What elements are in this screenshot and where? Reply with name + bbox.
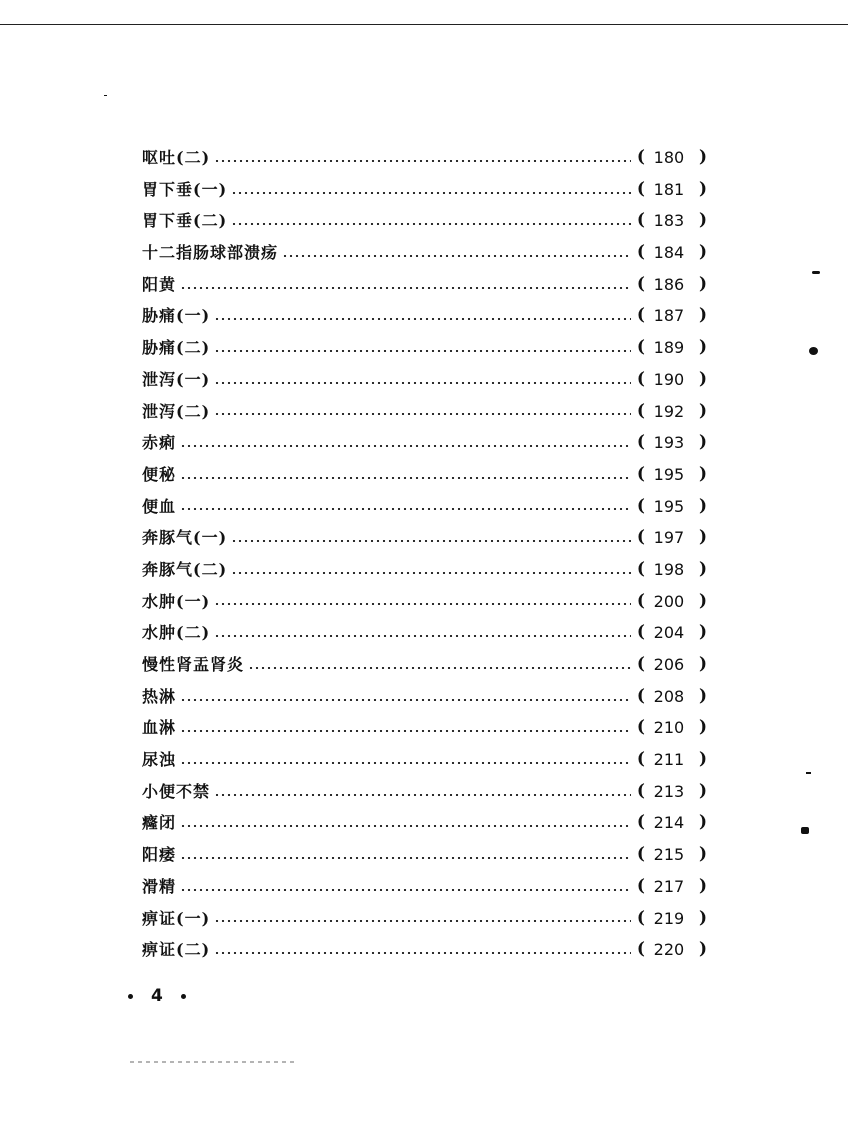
toc-entry-title: 泄泻(一)	[142, 369, 211, 389]
dot-leader	[214, 635, 631, 637]
page-paren-open: (	[636, 495, 645, 516]
toc-entry-page: 195	[653, 496, 685, 516]
page-paren-close: )	[698, 305, 707, 326]
toc-entry-title: 尿浊	[142, 750, 177, 770]
toc-entry	[142, 712, 707, 744]
page-paren-open: (	[636, 305, 645, 326]
toc-entry	[142, 554, 707, 586]
page-paren-open: (	[636, 875, 645, 896]
toc-entry-title: 胁痛(一)	[142, 306, 211, 326]
toc-entry-page: 200	[653, 591, 685, 611]
toc-entry	[142, 142, 707, 174]
page-paren-open: (	[636, 622, 645, 643]
toc-entry-title: 痹证(二)	[142, 940, 211, 960]
page-paren-close: )	[698, 685, 707, 706]
page-paren-close: )	[698, 337, 707, 358]
toc-entry-page: 219	[653, 908, 685, 928]
page-paren-close: )	[698, 495, 707, 516]
page-paren-open: (	[636, 939, 645, 960]
page-paren-open: (	[636, 844, 645, 865]
toc-entry-title: 胃下垂(一)	[142, 179, 228, 199]
toc-entry-page: 187	[653, 306, 685, 326]
toc-entry	[142, 174, 707, 206]
dot-leader	[231, 223, 631, 225]
toc-entry-title: 滑精	[142, 876, 177, 896]
page-paren-close: )	[698, 527, 707, 548]
dot-leader	[180, 699, 631, 701]
toc-entry-title: 便血	[142, 496, 177, 516]
toc-entry-title: 十二指肠球部溃疡	[142, 243, 279, 263]
page-paren-close: )	[698, 844, 707, 865]
page-paren-open: (	[636, 685, 645, 706]
page-paren-close: )	[698, 432, 707, 453]
toc-entry-page: 214	[653, 813, 685, 833]
toc-entry	[142, 427, 707, 459]
scan-speck	[812, 271, 820, 274]
footer-bullet-left	[128, 994, 133, 999]
toc-entry-title: 癃闭	[142, 813, 177, 833]
toc-entry-title: 热淋	[142, 686, 177, 706]
toc-entry-title: 阳痿	[142, 845, 177, 865]
page-paren-close: )	[698, 939, 707, 960]
page-paren-close: )	[698, 717, 707, 738]
toc-entry-page: 206	[653, 655, 685, 674]
dot-leader	[231, 540, 631, 542]
page-paren-close: )	[698, 654, 707, 674]
page-paren-open: (	[636, 590, 645, 611]
toc-entry-page: 193	[653, 433, 685, 453]
page-paren-open: (	[636, 654, 645, 674]
toc-entry	[142, 807, 707, 839]
toc-entry-page: 180	[653, 148, 685, 167]
toc-entry-page: 183	[653, 211, 685, 231]
dot-leader	[180, 825, 631, 827]
page-paren-open: (	[636, 463, 645, 484]
page-paren-close: )	[698, 875, 707, 896]
toc-entry	[142, 871, 707, 903]
page-paren-open: (	[636, 907, 645, 928]
page-paren-open: (	[636, 812, 645, 833]
dot-leader	[214, 952, 631, 954]
toc-entry-page: 204	[653, 623, 685, 643]
toc-entry-title: 呕吐(二)	[142, 148, 211, 167]
toc-entry-page: 198	[653, 559, 685, 579]
scan-speck	[104, 95, 107, 96]
dot-leader	[214, 160, 631, 162]
toc-entry-page: 211	[653, 750, 685, 770]
dot-leader	[180, 730, 631, 732]
footer-bullet-right	[181, 994, 186, 999]
toc-entry	[142, 269, 707, 301]
dot-leader	[214, 413, 631, 415]
page-paren-open: (	[636, 242, 645, 263]
toc-entry-title: 血淋	[142, 718, 177, 738]
page-paren-open: (	[636, 178, 645, 199]
toc-entry-page: 210	[653, 718, 685, 738]
toc-entry	[142, 300, 707, 332]
page-paren-open: (	[636, 527, 645, 548]
page-paren-close: )	[698, 210, 707, 231]
toc-entry-title: 水肿(二)	[142, 623, 211, 643]
toc-entry-title: 便秘	[142, 464, 177, 484]
dot-leader	[180, 889, 631, 891]
toc-entry-title: 小便不禁	[142, 781, 211, 801]
page-paren-close: )	[698, 622, 707, 643]
toc-entry	[142, 522, 707, 554]
page-paren-open: (	[636, 717, 645, 738]
dot-leader	[214, 318, 631, 320]
toc-entry	[142, 649, 707, 681]
scan-artifact-line	[130, 1061, 298, 1063]
page-paren-open: (	[636, 337, 645, 358]
dot-leader	[214, 920, 631, 922]
page-footer	[128, 986, 186, 1006]
toc-entry-page: 213	[653, 781, 685, 801]
toc-entry-page: 190	[653, 369, 685, 389]
toc-entry-title: 奔豚气(二)	[142, 559, 228, 579]
toc-entry-page: 215	[653, 845, 685, 865]
toc-entry-title: 奔豚气(一)	[142, 528, 228, 548]
dot-leader	[214, 382, 631, 384]
dot-leader	[180, 287, 631, 289]
dot-leader	[231, 192, 631, 194]
page-paren-close: )	[698, 907, 707, 928]
dot-leader	[180, 762, 631, 764]
toc-entry-page: 186	[653, 274, 685, 294]
scan-speck	[809, 347, 818, 355]
page-paren-open: (	[636, 400, 645, 421]
toc-entry-page: 208	[653, 686, 685, 706]
toc-entry-title: 阳黄	[142, 274, 177, 294]
page-paren-open: (	[636, 749, 645, 770]
toc-entry-page: 192	[653, 401, 685, 421]
dot-leader	[248, 667, 631, 669]
toc-entry	[142, 776, 707, 808]
page-paren-close: )	[698, 749, 707, 770]
toc-entry-title: 痹证(一)	[142, 908, 211, 928]
toc-entry-page: 195	[653, 464, 685, 484]
toc-entry	[142, 205, 707, 237]
page-paren-close: )	[698, 242, 707, 263]
toc-entry-title: 水肿(一)	[142, 591, 211, 611]
dot-leader	[231, 572, 631, 574]
toc-entry-page: 181	[653, 179, 685, 199]
page-number: 4	[151, 986, 163, 1006]
page-paren-open: (	[636, 368, 645, 389]
toc-entry	[142, 681, 707, 713]
toc-entry-title: 赤痢	[142, 433, 177, 453]
toc-entry	[142, 744, 707, 776]
page-paren-close: )	[698, 273, 707, 294]
toc-entry-title: 胁痛(二)	[142, 338, 211, 358]
dot-leader	[180, 508, 631, 510]
dot-leader	[214, 794, 631, 796]
toc-entry-title: 胃下垂(二)	[142, 211, 228, 231]
toc-entry-page: 217	[653, 876, 685, 896]
dot-leader	[180, 857, 631, 859]
page-paren-close: )	[698, 812, 707, 833]
toc-entry	[142, 903, 707, 935]
page-paren-close: )	[698, 463, 707, 484]
toc-entry	[142, 934, 707, 966]
toc-entry-page: 220	[653, 940, 685, 960]
page-paren-close: )	[698, 558, 707, 579]
page-paren-close: )	[698, 590, 707, 611]
page-paren-open: (	[636, 558, 645, 579]
toc-entry	[142, 617, 707, 649]
page-paren-close: )	[698, 368, 707, 389]
page-paren-open: (	[636, 273, 645, 294]
toc-entry	[142, 396, 707, 428]
scan-speck	[806, 772, 811, 774]
toc-entry-title: 泄泻(二)	[142, 401, 211, 421]
toc-entry-title: 慢性肾盂肾炎	[142, 655, 245, 674]
dot-leader	[214, 603, 631, 605]
dot-leader	[282, 255, 631, 257]
page-paren-close: )	[698, 178, 707, 199]
dot-leader	[214, 350, 631, 352]
toc-entry	[142, 586, 707, 618]
page-paren-close: )	[698, 147, 707, 167]
page-paren-open: (	[636, 432, 645, 453]
page-paren-open: (	[636, 147, 645, 167]
toc-entry	[142, 839, 707, 871]
toc-entry	[142, 491, 707, 523]
toc-entry	[142, 237, 707, 269]
toc-entry-page: 184	[653, 243, 685, 263]
scan-speck	[801, 827, 809, 834]
dot-leader	[180, 445, 631, 447]
page-paren-open: (	[636, 780, 645, 801]
top-rule	[0, 24, 848, 25]
dot-leader	[180, 477, 631, 479]
page-paren-close: )	[698, 780, 707, 801]
table-of-contents	[142, 142, 707, 966]
toc-entry	[142, 332, 707, 364]
toc-entry	[142, 364, 707, 396]
toc-entry-page: 197	[653, 528, 685, 548]
page-paren-close: )	[698, 400, 707, 421]
page-paren-open: (	[636, 210, 645, 231]
toc-entry	[142, 459, 707, 491]
toc-entry-page: 189	[653, 338, 685, 358]
